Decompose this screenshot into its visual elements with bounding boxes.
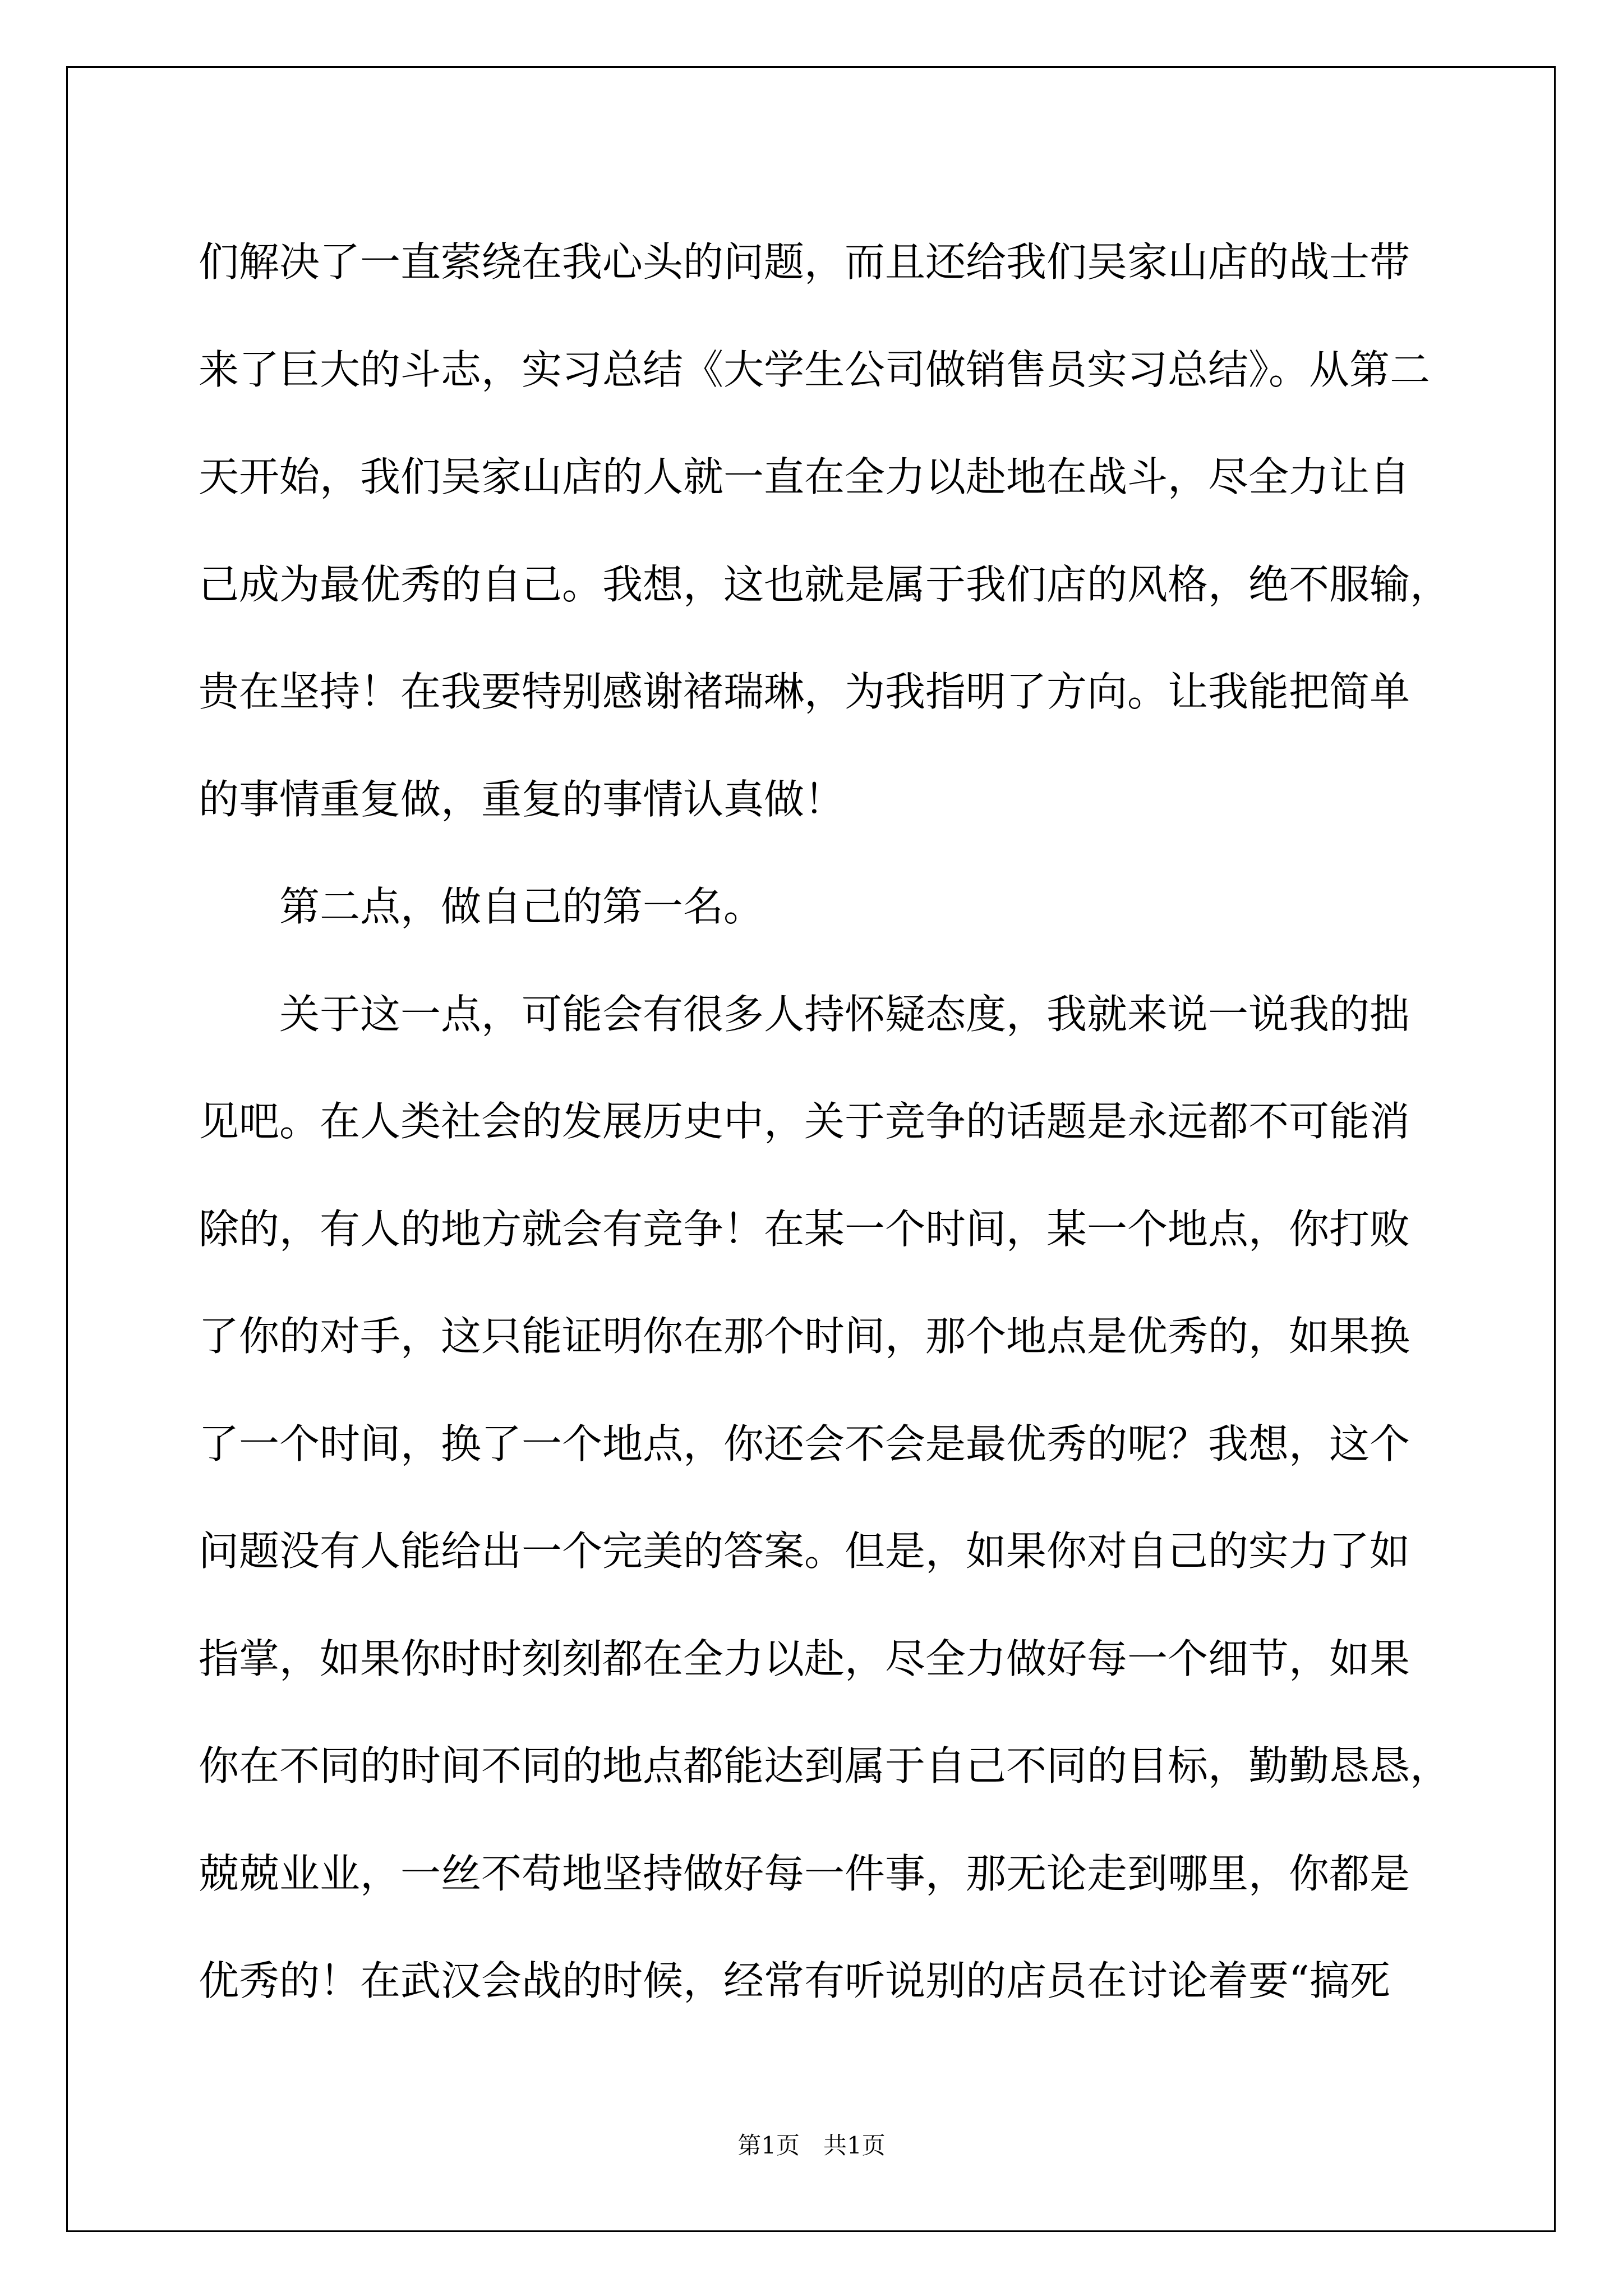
page-footer (0, 2129, 1623, 2162)
text-line: 指掌，如果你时时刻刻都在全力以赴，尽全力做好每一个细节，如果 (199, 1635, 1410, 1682)
page-number: 第1页 (737, 2132, 800, 2159)
text-line: 的事情重复做，重复的事情认真做！ (199, 775, 845, 823)
text-line: 问题没有人能给出一个完美的答案。但是，如果你对自己的实力了如 (199, 1527, 1410, 1575)
text-line: 见吧。在人类社会的发展历史中，关于竞争的话题是永远都不可能消 (199, 1098, 1410, 1145)
text-line: 来了巨大的斗志，实习总结《大学生公司做销售员实习总结》。从第二 (199, 346, 1431, 393)
text-line: 了你的对手，这只能证明你在那个时间，那个地点是优秀的，如果换 (199, 1313, 1410, 1360)
text-line: 天开始，我们吴家山店的人就一直在全力以赴地在战斗，尽全力让自 (199, 453, 1410, 500)
page-total: 共1页 (823, 2132, 886, 2159)
text-line: 了一个时间，换了一个地点，你还会不会是最优秀的呢？我想，这个 (199, 1420, 1410, 1467)
text-line: 己成为最优秀的自己。我想，这也就是属于我们店的风格，绝不服输， (199, 560, 1451, 608)
text-line: 贵在坚持！在我要特别感谢褚瑞琳，为我指明了方向。让我能把简单 (199, 668, 1410, 715)
text-line: 除的，有人的地方就会有竞争！在某一个时间，某一个地点，你打败 (199, 1205, 1410, 1253)
text-line: 你在不同的时间不同的地点都能达到属于自己不同的目标，勤勤恳恳， (199, 1742, 1451, 1789)
text-line: 第二点，做自己的第一名。 (199, 883, 764, 930)
text-line: 关于这一点，可能会有很多人持怀疑态度，我就来说一说我的拙 (199, 990, 1410, 1038)
text-line: 兢兢业业，一丝不苟地坚持做好每一件事，那无论走到哪里，你都是 (199, 1849, 1410, 1897)
document-body (199, 209, 1451, 2035)
text-line: 优秀的！在武汉会战的时候，经常有听说别的店员在讨论着要“搞死 (199, 1957, 1390, 2004)
text-line: 们解决了一直萦绕在我心头的问题，而且还给我们吴家山店的战士带 (199, 238, 1410, 286)
